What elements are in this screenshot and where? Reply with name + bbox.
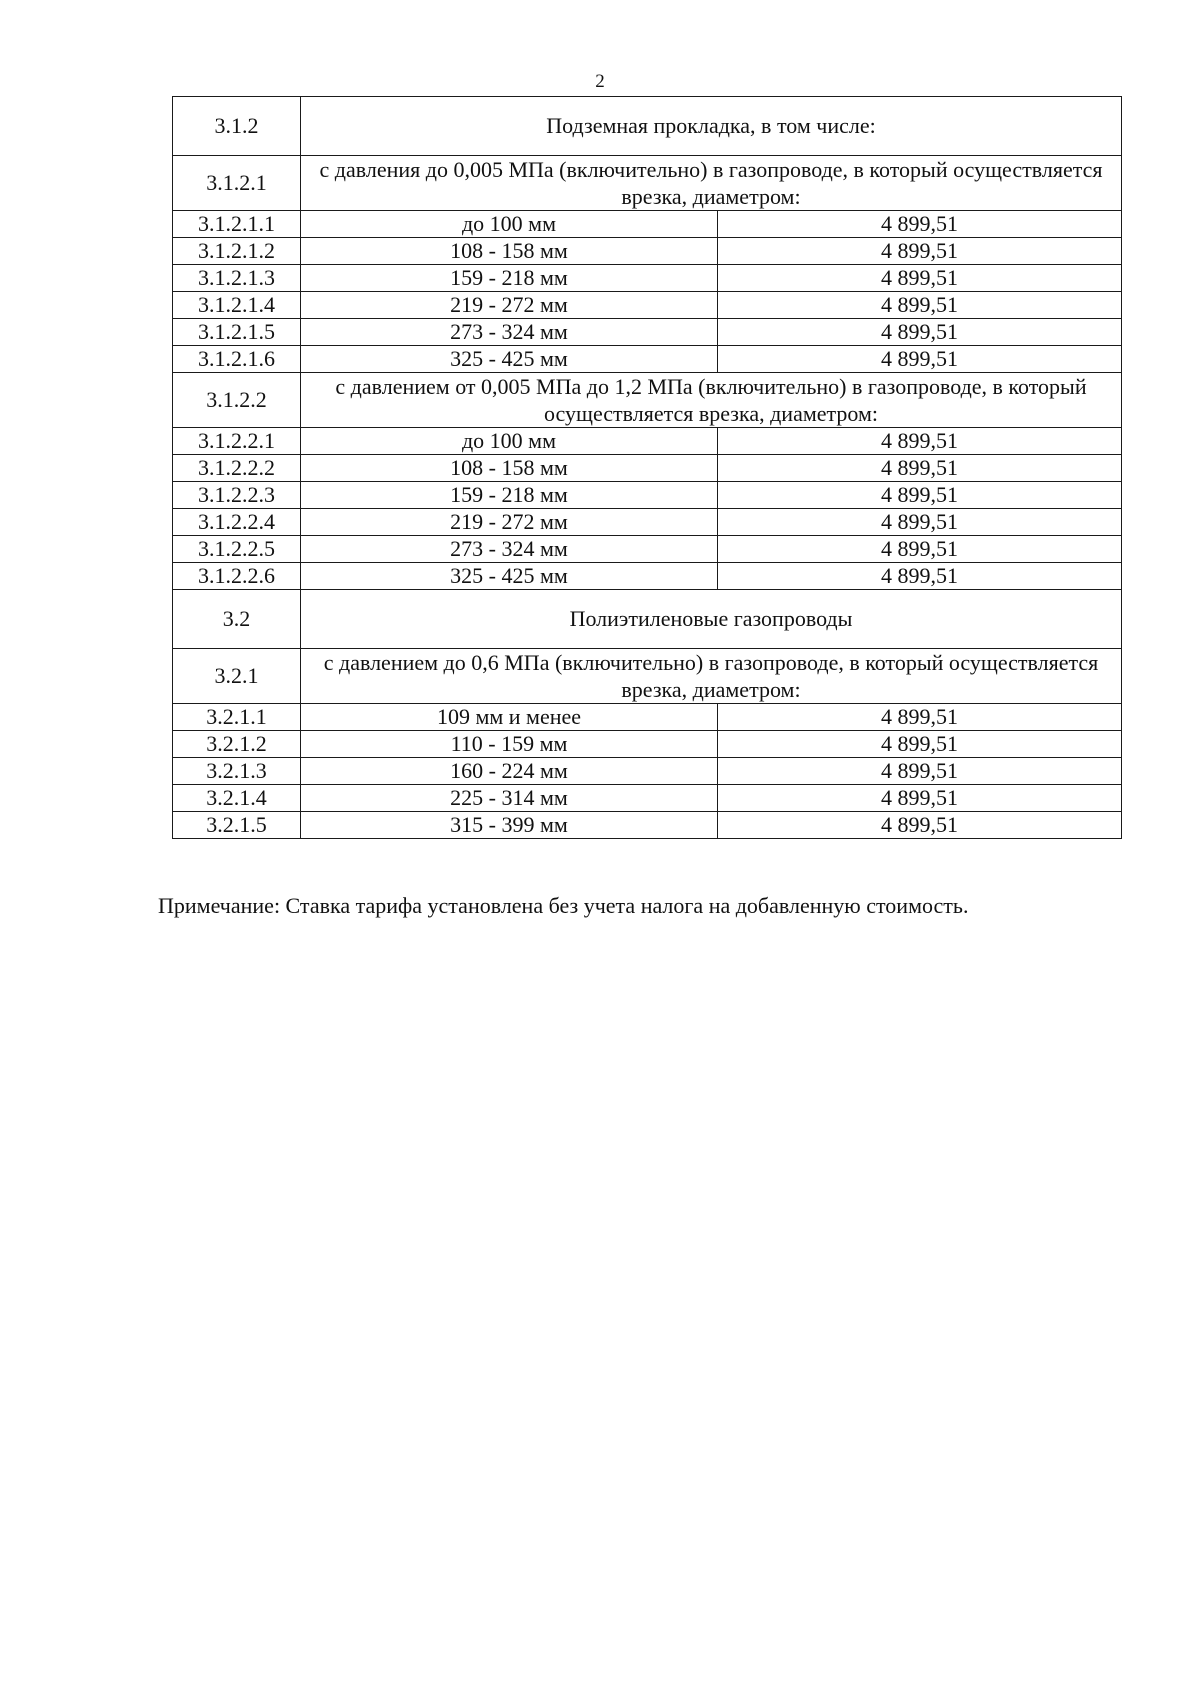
subgroup-code: 3.1.2.2 — [173, 373, 301, 428]
table-row — [173, 238, 1122, 265]
row-code: 3.1.2.2.2 — [173, 455, 301, 482]
section-code: 3.2 — [173, 590, 301, 649]
table-row — [173, 812, 1122, 839]
section-row — [173, 590, 1122, 649]
row-rate: 4 899,51 — [718, 265, 1122, 292]
row-code: 3.2.1.1 — [173, 704, 301, 731]
row-diameter: 109 мм и менее — [301, 704, 718, 731]
row-code: 3.1.2.2.3 — [173, 482, 301, 509]
row-rate: 4 899,51 — [718, 785, 1122, 812]
table-row — [173, 319, 1122, 346]
row-diameter: 325 - 425 мм — [301, 563, 718, 590]
table-row — [173, 265, 1122, 292]
table-row — [173, 346, 1122, 373]
row-diameter: 108 - 158 мм — [301, 238, 718, 265]
row-rate: 4 899,51 — [718, 292, 1122, 319]
row-rate: 4 899,51 — [718, 238, 1122, 265]
page-number: 2 — [595, 71, 605, 92]
row-rate: 4 899,51 — [718, 482, 1122, 509]
row-code: 3.1.2.2.4 — [173, 509, 301, 536]
subgroup-row — [173, 373, 1122, 428]
section-row — [173, 97, 1122, 156]
row-code: 3.1.2.1.6 — [173, 346, 301, 373]
row-diameter: 110 - 159 мм — [301, 731, 718, 758]
row-diameter: 273 - 324 мм — [301, 319, 718, 346]
row-rate: 4 899,51 — [718, 319, 1122, 346]
subgroup-title: с давлением до 0,6 МПа (включительно) в газопроводе, в который осуществляется врезка, диаметром: — [301, 649, 1122, 704]
row-code: 3.1.2.1.2 — [173, 238, 301, 265]
row-code: 3.1.2.1.5 — [173, 319, 301, 346]
table-row — [173, 536, 1122, 563]
row-code: 3.1.2.1.4 — [173, 292, 301, 319]
table-row — [173, 785, 1122, 812]
row-diameter: до 100 мм — [301, 428, 718, 455]
subgroup-row — [173, 649, 1122, 704]
table-row — [173, 455, 1122, 482]
row-rate: 4 899,51 — [718, 211, 1122, 238]
row-diameter: 159 - 218 мм — [301, 482, 718, 509]
table-row — [173, 292, 1122, 319]
row-rate: 4 899,51 — [718, 428, 1122, 455]
table-row — [173, 704, 1122, 731]
row-code: 3.2.1.5 — [173, 812, 301, 839]
subgroup-row — [173, 156, 1122, 211]
table-row — [173, 482, 1122, 509]
table-row — [173, 731, 1122, 758]
row-code: 3.2.1.4 — [173, 785, 301, 812]
table-row — [173, 563, 1122, 590]
row-diameter: 325 - 425 мм — [301, 346, 718, 373]
row-rate: 4 899,51 — [718, 563, 1122, 590]
table-row — [173, 758, 1122, 785]
row-rate: 4 899,51 — [718, 509, 1122, 536]
subgroup-code: 3.2.1 — [173, 649, 301, 704]
row-diameter: 219 - 272 мм — [301, 292, 718, 319]
row-code: 3.1.2.2.1 — [173, 428, 301, 455]
section-title: Полиэтиленовые газопроводы — [301, 590, 1122, 649]
subgroup-code: 3.1.2.1 — [173, 156, 301, 211]
subgroup-title: с давлением от 0,005 МПа до 1,2 МПа (включительно) в газопроводе, в который осуществляется врезка, диаметром: — [301, 373, 1122, 428]
table-row — [173, 211, 1122, 238]
row-code: 3.2.1.2 — [173, 731, 301, 758]
row-rate: 4 899,51 — [718, 536, 1122, 563]
row-diameter: 273 - 324 мм — [301, 536, 718, 563]
row-code: 3.1.2.2.6 — [173, 563, 301, 590]
subgroup-title: с давления до 0,005 МПа (включительно) в газопроводе, в который осуществляется врезка, диаметром: — [301, 156, 1122, 211]
row-rate: 4 899,51 — [718, 731, 1122, 758]
table-row — [173, 509, 1122, 536]
section-code: 3.1.2 — [173, 97, 301, 156]
row-rate: 4 899,51 — [718, 455, 1122, 482]
row-code: 3.1.2.1.1 — [173, 211, 301, 238]
row-rate: 4 899,51 — [718, 758, 1122, 785]
note-text: Примечание: Ставка тарифа установлена без учета налога на добавленную стоимость. — [158, 893, 969, 918]
section-title: Подземная прокладка, в том числе: — [301, 97, 1122, 156]
row-diameter: 108 - 158 мм — [301, 455, 718, 482]
row-diameter: 159 - 218 мм — [301, 265, 718, 292]
row-diameter: 315 - 399 мм — [301, 812, 718, 839]
row-code: 3.2.1.3 — [173, 758, 301, 785]
row-code: 3.1.2.2.5 — [173, 536, 301, 563]
row-rate: 4 899,51 — [718, 704, 1122, 731]
row-diameter: 219 - 272 мм — [301, 509, 718, 536]
tariff-table — [172, 96, 1122, 839]
row-rate: 4 899,51 — [718, 812, 1122, 839]
row-diameter: 160 - 224 мм — [301, 758, 718, 785]
row-rate: 4 899,51 — [718, 346, 1122, 373]
row-code: 3.1.2.1.3 — [173, 265, 301, 292]
row-diameter: до 100 мм — [301, 211, 718, 238]
table-row — [173, 428, 1122, 455]
row-diameter: 225 - 314 мм — [301, 785, 718, 812]
